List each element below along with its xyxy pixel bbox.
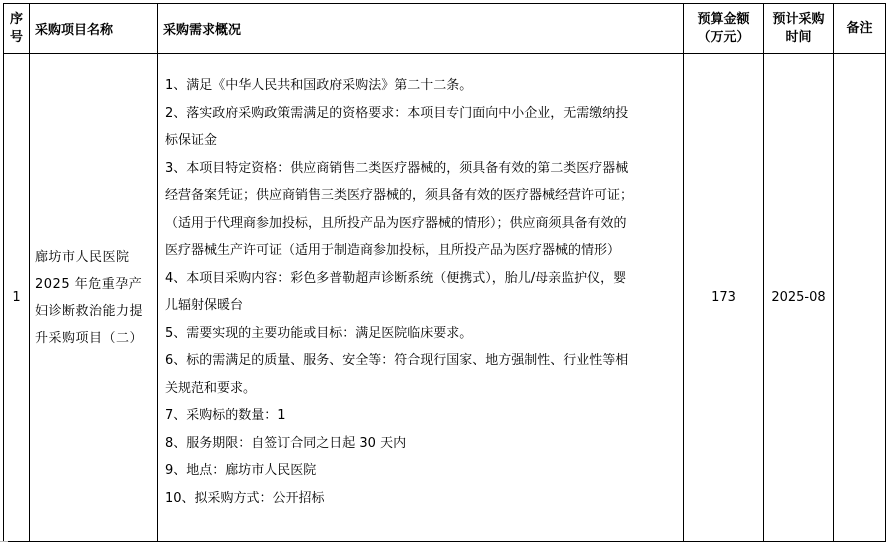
row-requirements xyxy=(158,54,684,542)
requirement-line: 4、本项目采购内容：彩色多普勒超声诊断系统（便携式），胎儿/母亲监护仪，婴 xyxy=(165,270,627,286)
header-row xyxy=(4,4,886,54)
requirement-line: 9、地点：廊坊市人民医院 xyxy=(165,463,317,478)
requirement-line: 医疗器械生产许可证（适用于制造商参加投标，且所投产品为医疗器械的情形） xyxy=(165,243,621,258)
table-row xyxy=(4,54,886,542)
header-requirements: 采购需求概况 xyxy=(158,4,684,54)
requirement-line: 关规范和要求。 xyxy=(165,380,257,396)
requirement-line: 6、标的需满足的质量、服务、安全等：符合现行国家、地方强制性、行业性等相 xyxy=(165,353,629,368)
header-name: 采购项目名称 xyxy=(30,4,158,54)
requirement-line: 8、服务期限：自签订合同之日起 30 天内 xyxy=(165,435,407,451)
header-budget: 预算金额（万元） xyxy=(684,4,764,54)
header-time: 预计采购时间 xyxy=(764,4,834,54)
row-index: 1 xyxy=(4,54,30,542)
header-remark: 备注 xyxy=(834,4,886,54)
row-remark xyxy=(834,54,886,542)
row-budget: 173 xyxy=(684,54,764,542)
requirement-line: 1、满足《中华人民共和国政府采购法》第二十二条。 xyxy=(165,78,473,93)
requirement-line: 5、需要实现的主要功能或目标：满足医院临床要求。 xyxy=(165,325,473,341)
header-index: 序号 xyxy=(4,4,30,54)
requirement-line: 7、采购标的数量：1 xyxy=(165,408,286,423)
page-edge-mark xyxy=(0,541,8,542)
requirement-line: 儿辐射保暖台 xyxy=(165,298,244,313)
row-name: 廊坊市人民医院 2025 年危重孕产妇诊断救治能力提升采购项目（二） xyxy=(30,54,158,542)
procurement-table xyxy=(3,3,886,542)
requirement-line: （适用于代理商参加投标，且所投产品为医疗器械的情形）；供应商须具备有效的 xyxy=(165,215,627,231)
requirement-line: 2、落实政府采购政策需满足的资格要求：本项目专门面向中小企业，无需缴纳投 xyxy=(165,105,629,121)
requirement-line: 经营备案凭证；供应商销售三类医疗器械的，须具备有效的医疗器械经营许可证； xyxy=(165,188,634,203)
requirement-line: 标保证金 xyxy=(165,133,218,148)
requirements-list xyxy=(165,72,677,512)
requirement-line: 3、本项目特定资格：供应商销售二类医疗器械的，须具备有效的第二类医疗器械 xyxy=(165,160,629,176)
row-time: 2025-08 xyxy=(764,54,834,542)
requirement-line: 10、拟采购方式：公开招标 xyxy=(165,490,325,506)
